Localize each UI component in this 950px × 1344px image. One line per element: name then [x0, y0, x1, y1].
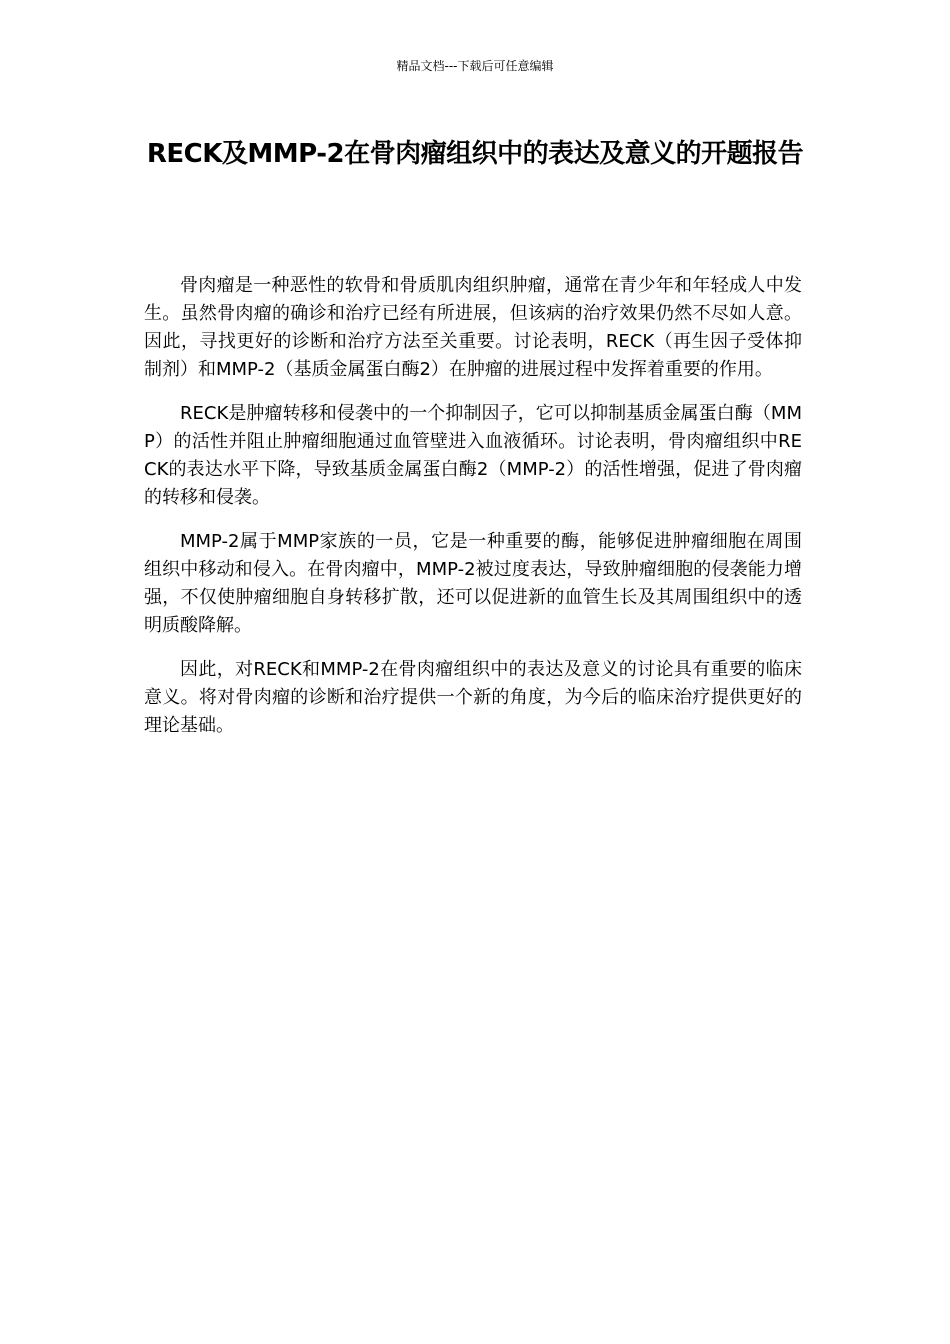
paragraph-2: RECK是肿瘤转移和侵袭中的一个抑制因子，它可以抑制基质金属蛋白酶（MMP）的活性并阻止肿瘤细胞通过血管壁进入血液循环。讨论表明，骨肉瘤组织中RECK的表达水平下降，导致基质金属蛋白酶2（MMP-2）的活性增强，促进了骨肉瘤的转移和侵袭。: [144, 403, 802, 508]
paragraph-3: MMP-2属于MMP家族的一员，它是一种重要的酶，能够促进肿瘤细胞在周围组织中移动和侵入。在骨肉瘤中，MMP-2被过度表达，导致肿瘤细胞的侵袭能力增强，不仅使肿瘤细胞自身转移扩散，还可以促进新的血管生长及其周围组织中的透明质酸降解。: [144, 531, 802, 636]
paragraph-1: 骨肉瘤是一种恶性的软骨和骨质肌肉组织肿瘤，通常在青少年和年轻成人中发生。虽然骨肉瘤的确诊和治疗已经有所进展，但该病的治疗效果仍然不尽如人意。因此，寻找更好的诊断和治疗方法至关重要。讨论表明，RECK（再生因子受体抑制剂）和MMP-2（基质金属蛋白酶2）在肿瘤的进展过程中发挥着重要的作用。: [144, 275, 802, 380]
document-body: [144, 272, 802, 756]
header-note: 精品文档---下载后可任意编辑: [396, 59, 554, 73]
paragraph-4: 因此，对RECK和MMP-2在骨肉瘤组织中的表达及意义的讨论具有重要的临床意义。将对骨肉瘤的诊断和治疗提供一个新的角度，为今后的临床治疗提供更好的理论基础。: [144, 659, 802, 736]
document-title: RECK及MMP-2在骨肉瘤组织中的表达及意义的开题报告: [146, 139, 804, 169]
